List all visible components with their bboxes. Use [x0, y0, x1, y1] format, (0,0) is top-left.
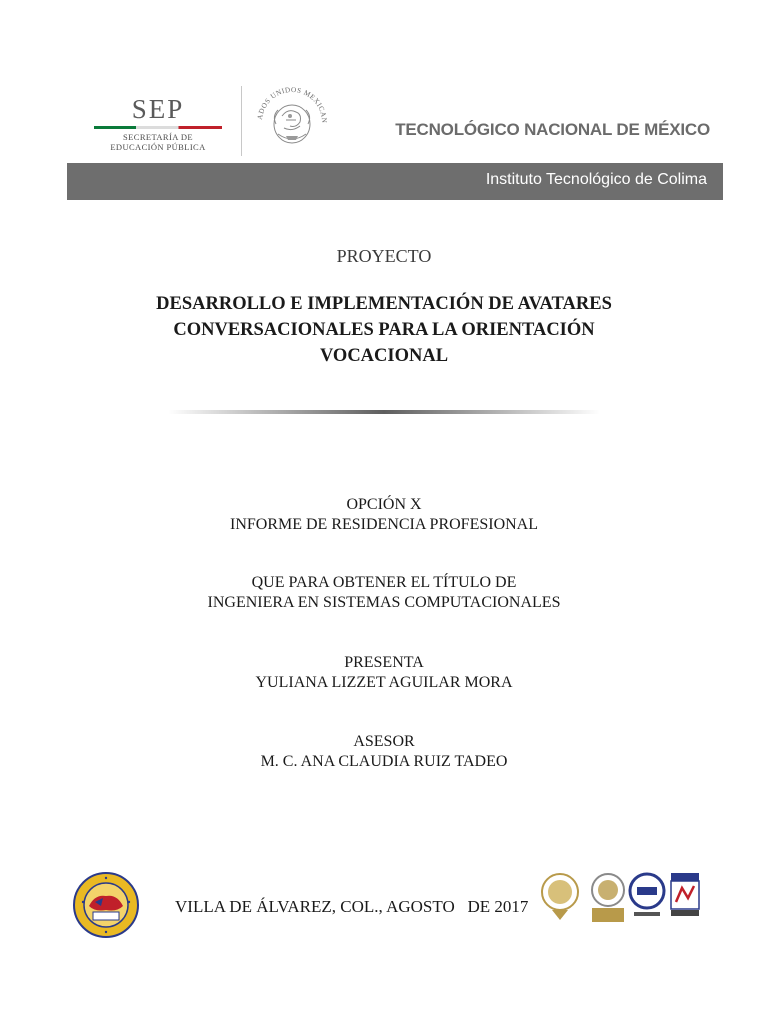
campus-name: Instituto Tecnológico de Colima	[485, 171, 707, 188]
sep-logo	[88, 94, 228, 156]
option-description: INFORME DE RESIDENCIA PROFESIONAL	[229, 516, 539, 533]
title-divider	[168, 410, 600, 414]
advisor-name: M. C. ANA CLAUDIA RUIZ TADEO	[260, 753, 508, 770]
option-label: OPCIÓN X	[346, 496, 422, 513]
cert-badge-4-icon	[670, 872, 700, 923]
institution-name: TECNOLÓGICO NACIONAL DE MÉXICO	[395, 120, 710, 139]
advisor-block	[0, 732, 768, 772]
document-label: PROYECTO	[336, 246, 432, 266]
header-divider	[241, 86, 242, 156]
project-title-line-2: CONVERSACIONALES PARA LA ORIENTACIÓN	[173, 320, 595, 340]
degree-intro: QUE PARA OBTENER EL TÍTULO DE	[251, 574, 517, 591]
campus-banner	[67, 163, 723, 200]
project-title-line-1: DESARROLLO E IMPLEMENTACIÓN DE AVATARES	[156, 294, 612, 314]
advisor-label: ASESOR	[353, 733, 415, 750]
degree-block	[0, 573, 768, 613]
presenter-label: PRESENTA	[344, 654, 424, 671]
project-title	[0, 291, 768, 369]
project-title-line-3: VOCACIONAL	[319, 346, 449, 366]
cert-badge-3-icon	[628, 872, 666, 925]
cert-badge-1-icon	[540, 872, 580, 927]
option-block	[0, 495, 768, 535]
cert-badge-2-icon	[588, 872, 628, 929]
itc-emblem-icon	[73, 872, 139, 938]
sep-line1: SECRETARÍA DE	[123, 132, 193, 142]
degree-name: INGENIERA EN SISTEMAS COMPUTACIONALES	[207, 594, 561, 611]
presenter-block	[0, 653, 768, 693]
sep-line2: EDUCACIÓN PÚBLICA	[110, 142, 206, 152]
national-seal-icon	[252, 80, 332, 156]
place-and-date: VILLA DE ÁLVAREZ, COL., AGOSTO DE 2017	[175, 897, 529, 916]
presenter-name: YULIANA LIZZET AGUILAR MORA	[255, 674, 513, 691]
sep-flag-bar	[94, 126, 222, 129]
sep-acronym: SEP	[131, 94, 185, 124]
seal-text: ADOS UNIDOS MEXICAN	[256, 85, 329, 124]
